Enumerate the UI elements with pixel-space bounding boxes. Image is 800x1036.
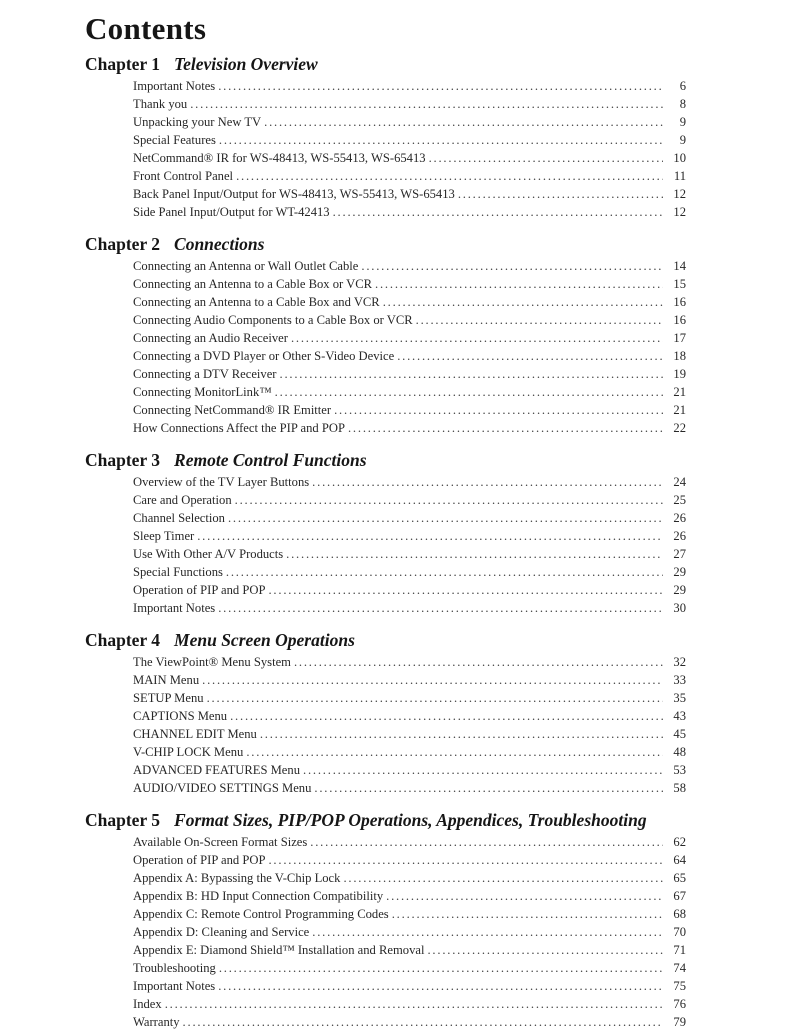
toc-entry (133, 419, 686, 437)
dot-leader (202, 671, 663, 689)
entry-page-number: 26 (673, 529, 686, 543)
dot-leader (310, 833, 663, 851)
entry-page-number: 8 (679, 97, 686, 111)
entry-label: Overview of the TV Layer Buttons (133, 475, 310, 489)
entry-list (133, 833, 686, 1031)
entry-page-number: 58 (673, 781, 686, 795)
entry-page-number: 27 (673, 547, 686, 561)
entry-page-number: 79 (673, 1015, 686, 1029)
dot-leader (286, 545, 663, 563)
entry-label: The ViewPoint® Menu System (133, 655, 291, 669)
entry-page-number: 6 (679, 79, 686, 93)
entry-page-number: 21 (673, 403, 686, 417)
entry-list (133, 257, 686, 437)
chapter-heading (85, 450, 686, 471)
dot-leader (416, 311, 663, 329)
entry-page-number: 21 (673, 385, 686, 399)
dot-leader (207, 689, 663, 707)
dot-leader (235, 491, 663, 509)
dot-leader (386, 887, 663, 905)
entry-label: MAIN Menu (133, 673, 200, 687)
entry-label: Important Notes (133, 79, 216, 93)
toc-entry (133, 743, 686, 761)
dot-leader (343, 869, 663, 887)
entry-page-number: 64 (673, 853, 686, 867)
dot-leader (427, 941, 663, 959)
entry-label: Connecting a DTV Receiver (133, 367, 277, 381)
entry-list (133, 653, 686, 797)
entry-page-number: 11 (673, 169, 686, 183)
chapter-title: Format Sizes, PIP/POP Operations, Appendices, Troubleshooting (174, 810, 647, 830)
toc-entry (133, 545, 686, 563)
chapter-section (85, 234, 686, 437)
dot-leader (246, 743, 663, 761)
dot-leader (312, 923, 663, 941)
entry-page-number: 18 (673, 349, 686, 363)
entry-label: Unpacking your New TV (133, 115, 262, 129)
toc-entry (133, 941, 686, 959)
chapter-heading (85, 810, 686, 831)
entry-label: Connecting MonitorLink™ (133, 385, 272, 399)
dot-leader (294, 653, 663, 671)
entry-label: Connecting a DVD Player or Other S-Video Device (133, 349, 395, 363)
toc-entry (133, 851, 686, 869)
entry-label: Important Notes (133, 979, 216, 993)
dot-leader (183, 1013, 663, 1031)
entry-page-number: 12 (673, 205, 686, 219)
entry-page-number: 26 (673, 511, 686, 525)
toc-entry (133, 95, 686, 113)
entry-page-number: 24 (673, 475, 686, 489)
chapter-heading (85, 54, 686, 75)
entry-page-number: 65 (673, 871, 686, 885)
entry-page-number: 29 (673, 565, 686, 579)
entry-page-number: 32 (673, 655, 686, 669)
entry-page-number: 70 (673, 925, 686, 939)
toc-entry (133, 959, 686, 977)
entry-page-number: 9 (679, 133, 686, 147)
toc-entry (133, 77, 686, 95)
entry-label: Warranty (133, 1015, 180, 1029)
toc-entry (133, 131, 686, 149)
entry-label: Appendix A: Bypassing the V-Chip Lock (133, 871, 341, 885)
page-title: Contents (85, 11, 207, 46)
dot-leader (280, 365, 664, 383)
entry-page-number: 22 (673, 421, 686, 435)
toc-entry (133, 995, 686, 1013)
entry-label: Back Panel Input/Output for WS-48413, WS-55413, WS-65413 (133, 187, 455, 201)
entry-label: Connecting an Audio Receiver (133, 331, 288, 345)
entry-label: NetCommand® IR for WS-48413, WS-55413, WS-65413 (133, 151, 426, 165)
dot-leader (333, 203, 663, 221)
entry-page-number: 53 (673, 763, 686, 777)
entry-label: Important Notes (133, 601, 216, 615)
toc-entry (133, 203, 686, 221)
toc-entry (133, 833, 686, 851)
dot-leader (190, 95, 663, 113)
dot-leader (291, 329, 663, 347)
toc-entry (133, 509, 686, 527)
dot-leader (303, 761, 663, 779)
entry-label: Sleep Timer (133, 529, 195, 543)
entry-label: CAPTIONS Menu (133, 709, 228, 723)
entry-list (133, 77, 686, 221)
dot-leader (383, 293, 663, 311)
dot-leader (218, 77, 663, 95)
entry-label: Appendix B: HD Input Connection Compatibility (133, 889, 384, 903)
chapter-title: Television Overview (174, 54, 318, 74)
entry-page-number: 16 (673, 313, 686, 327)
dot-leader (348, 419, 663, 437)
toc-entry (133, 887, 686, 905)
entry-label: Special Features (133, 133, 216, 147)
chapter-section (85, 54, 686, 221)
dot-leader (458, 185, 663, 203)
entry-label: Use With Other A/V Products (133, 547, 284, 561)
chapter-list (85, 54, 686, 1031)
chapter-label: Chapter 4 (85, 630, 161, 650)
chapter-title: Connections (174, 234, 265, 254)
entry-page-number: 74 (673, 961, 686, 975)
dot-leader (429, 149, 663, 167)
entry-page-number: 29 (673, 583, 686, 597)
dot-leader (314, 779, 663, 797)
dot-leader (275, 383, 663, 401)
toc-entry (133, 113, 686, 131)
entry-page-number: 14 (673, 259, 686, 273)
entry-label: SETUP Menu (133, 691, 204, 705)
entry-label: Channel Selection (133, 511, 225, 525)
toc-entry (133, 293, 686, 311)
dot-leader (219, 131, 663, 149)
entry-page-number: 68 (673, 907, 686, 921)
entry-page-number: 12 (673, 187, 686, 201)
toc-entry (133, 257, 686, 275)
entry-page-number: 67 (673, 889, 686, 903)
toc-entry (133, 275, 686, 293)
toc-entry (133, 977, 686, 995)
dot-leader (312, 473, 663, 491)
entry-page-number: 43 (673, 709, 686, 723)
entry-label: Available On-Screen Format Sizes (133, 835, 308, 849)
entry-label: Side Panel Input/Output for WT-42413 (133, 205, 330, 219)
chapter-heading (85, 630, 686, 651)
toc-entry (133, 779, 686, 797)
toc-entry (133, 473, 686, 491)
toc-entry (133, 653, 686, 671)
entry-label: AUDIO/VIDEO SETTINGS Menu (133, 781, 312, 795)
toc-entry (133, 329, 686, 347)
toc-entry (133, 185, 686, 203)
entry-page-number: 75 (673, 979, 686, 993)
dot-leader (392, 905, 663, 923)
entry-label: Troubleshooting (133, 961, 216, 975)
dot-leader (375, 275, 663, 293)
chapter-title: Remote Control Functions (174, 450, 367, 470)
chapter-label: Chapter 3 (85, 450, 161, 470)
entry-label: Connecting NetCommand® IR Emitter (133, 403, 332, 417)
toc-entry (133, 671, 686, 689)
entry-page-number: 30 (673, 601, 686, 615)
toc-entry (133, 923, 686, 941)
entry-page-number: 10 (673, 151, 686, 165)
entry-list (133, 473, 686, 617)
entry-label: Appendix D: Cleaning and Service (133, 925, 310, 939)
entry-label: Connecting Audio Components to a Cable Box or VCR (133, 313, 413, 327)
toc-entry (133, 527, 686, 545)
entry-label: Care and Operation (133, 493, 232, 507)
dot-leader (165, 995, 663, 1013)
dot-leader (361, 257, 663, 275)
entry-page-number: 15 (673, 277, 686, 291)
entry-page-number: 33 (673, 673, 686, 687)
toc-entry (133, 1013, 686, 1031)
toc-entry (133, 725, 686, 743)
chapter-label: Chapter 5 (85, 810, 161, 830)
toc-entry (133, 149, 686, 167)
chapter-section (85, 630, 686, 797)
entry-label: Special Functions (133, 565, 223, 579)
entry-page-number: 16 (673, 295, 686, 309)
entry-page-number: 62 (673, 835, 686, 849)
dot-leader (197, 527, 663, 545)
dot-leader (334, 401, 663, 419)
toc-entry (133, 311, 686, 329)
toc-entry (133, 761, 686, 779)
dot-leader (397, 347, 663, 365)
entry-label: Appendix E: Diamond Shield™ Installation and Removal (133, 943, 425, 957)
dot-leader (236, 167, 663, 185)
entry-label: Index (133, 997, 162, 1011)
entry-label: Connecting an Antenna or Wall Outlet Cable (133, 259, 359, 273)
toc-entry (133, 689, 686, 707)
entry-label: Operation of PIP and POP (133, 583, 266, 597)
toc-entry (133, 581, 686, 599)
dot-leader (226, 563, 663, 581)
toc-entry (133, 491, 686, 509)
entry-label: Appendix C: Remote Control Programming Codes (133, 907, 389, 921)
toc-entry (133, 347, 686, 365)
toc-entry (133, 383, 686, 401)
entry-page-number: 76 (673, 997, 686, 1011)
entry-page-number: 25 (673, 493, 686, 507)
toc-entry (133, 563, 686, 581)
dot-leader (268, 851, 663, 869)
dot-leader (268, 581, 663, 599)
entry-page-number: 17 (673, 331, 686, 345)
chapter-label: Chapter 2 (85, 234, 161, 254)
dot-leader (264, 113, 663, 131)
entry-label: Operation of PIP and POP (133, 853, 266, 867)
entry-label: ADVANCED FEATURES Menu (133, 763, 300, 777)
toc-entry (133, 365, 686, 383)
dot-leader (218, 599, 663, 617)
entry-label: Thank you (133, 97, 188, 111)
dot-leader (230, 707, 663, 725)
entry-page-number: 45 (673, 727, 686, 741)
entry-page-number: 48 (673, 745, 686, 759)
entry-label: Connecting an Antenna to a Cable Box and VCR (133, 295, 380, 309)
chapter-heading (85, 234, 686, 255)
toc-entry (133, 707, 686, 725)
entry-page-number: 35 (673, 691, 686, 705)
dot-leader (260, 725, 663, 743)
dot-leader (228, 509, 663, 527)
toc-entry (133, 599, 686, 617)
entry-label: Connecting an Antenna to a Cable Box or VCR (133, 277, 373, 291)
entry-page-number: 71 (673, 943, 686, 957)
dot-leader (219, 959, 663, 977)
entry-label: Front Control Panel (133, 169, 234, 183)
entry-page-number: 9 (679, 115, 686, 129)
toc-entry (133, 401, 686, 419)
chapter-title: Menu Screen Operations (174, 630, 355, 650)
dot-leader (218, 977, 663, 995)
entry-label: CHANNEL EDIT Menu (133, 727, 257, 741)
chapter-label: Chapter 1 (85, 54, 161, 74)
toc-entry (133, 905, 686, 923)
entry-page-number: 19 (673, 367, 686, 381)
toc-entry (133, 167, 686, 185)
chapter-section (85, 450, 686, 617)
toc-entry (133, 869, 686, 887)
chapter-section (85, 810, 686, 1031)
entry-label: How Connections Affect the PIP and POP (133, 421, 345, 435)
entry-label: V-CHIP LOCK Menu (133, 745, 244, 759)
